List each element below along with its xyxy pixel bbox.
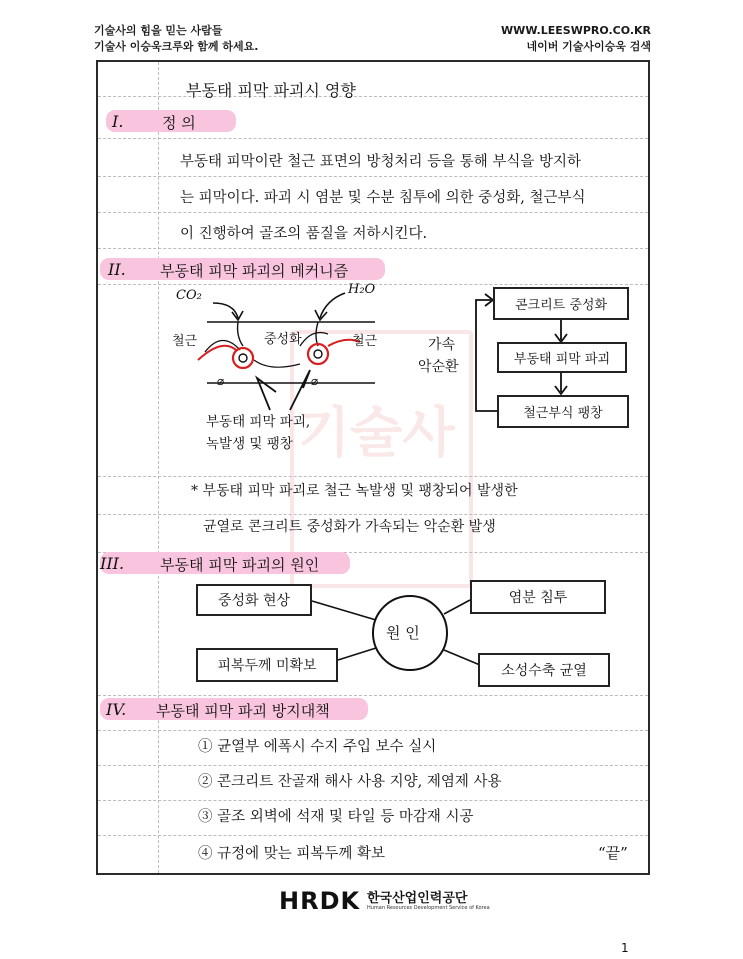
svg-text:⌀: ⌀ — [217, 374, 225, 388]
section-3-number: III. — [100, 554, 125, 573]
connector-bottom-right — [444, 650, 480, 665]
header-url[interactable]: WWW.LEESWPRO.CO.KR — [501, 24, 651, 37]
corrosion-arc-left — [198, 346, 236, 360]
flow-box-neutralization: 콘크리트 중성화 — [493, 287, 629, 320]
measure-2: ② 콘크리트 잔골재 해사 사용 지양, 제염제 사용 — [198, 774, 502, 790]
section-2-title: 부동태 피막 파괴의 메커니즘 — [160, 262, 349, 280]
hrdk-logo: HRDK — [279, 887, 361, 915]
vicious-circle-label: 악순환 — [418, 359, 459, 375]
definition-line-1: 부동태 피막이란 철근 표면의 방청처리 등을 통해 부식을 방지하 — [180, 154, 582, 170]
section-3-title: 부동태 피막 파괴의 원인 — [160, 556, 320, 574]
accel-label: 가속 — [428, 337, 456, 353]
rebar-right-label: 철근 — [352, 334, 378, 349]
note-line-2: 균열로 콘크리트 중성화가 가속되는 악순환 발생 — [203, 519, 496, 535]
note-line-1: * 부동태 피막 파괴로 철근 녹발생 및 팽창되어 발생한 — [191, 483, 518, 499]
crack-left — [238, 322, 243, 346]
footer-org-english: Human Resources Development Service of Korea — [367, 905, 490, 911]
rebar-left-circle — [233, 348, 253, 368]
caption-line-1: 부동태 피막 파괴, — [206, 414, 311, 430]
connector-bottom-left — [338, 648, 376, 660]
pointer-right — [290, 370, 310, 410]
connector-top-left — [312, 601, 376, 620]
flow-box-corrosion: 철근부식 팽창 — [497, 395, 629, 428]
neutralization-label: 중성화 — [264, 332, 302, 347]
section-4-number: IV. — [106, 700, 127, 719]
flow-box-passive-film: 부동태 피막 파괴 — [497, 342, 627, 373]
end-mark: “끝” — [598, 844, 628, 862]
definition-line-2: 는 피막이다. 파괴 시 염분 및 수분 침투에 의한 중성화, 철근부식 — [180, 190, 586, 206]
section-2-number: II. — [108, 260, 126, 279]
connector-top-right — [444, 600, 470, 614]
rebar-left-label: 철근 — [172, 334, 198, 349]
cause-neutralization: 중성화 현상 — [196, 584, 312, 616]
page-number: 1 — [621, 941, 629, 955]
section-1-title: 정 의 — [162, 114, 196, 132]
footer-org-name: 한국산업인력공단 — [367, 891, 468, 906]
section-1-number: I. — [112, 112, 124, 131]
measure-3: ③ 골조 외벽에 석재 및 타일 등 마감재 시공 — [198, 809, 474, 825]
caption-line-2: 녹발생 및 팽창 — [206, 436, 293, 452]
measure-4: ④ 규정에 맞는 피복두께 확보 — [198, 846, 386, 862]
measure-1: ① 균열부 에폭시 수지 주입 보수 실시 — [198, 739, 437, 755]
h2o-arrow — [320, 293, 345, 318]
rebar-right-circle — [308, 344, 328, 364]
h2o-label: H₂O — [348, 282, 376, 297]
cause-cover-thickness: 피복두께 미확보 — [196, 648, 338, 682]
doc-title: 부동태 피막 파괴시 영향 — [186, 81, 356, 100]
svg-text:⌀: ⌀ — [311, 374, 319, 388]
header-invite: 기술사 이승욱크루와 함께 하세요. — [94, 40, 259, 53]
cause-shrinkage-crack: 소성수축 균열 — [478, 653, 610, 687]
header-slogan: 기술사의 힘을 믿는 사람들 — [94, 24, 223, 37]
section-4-title: 부동태 피막 파괴 방지대책 — [156, 702, 330, 720]
definition-line-3: 이 진행하여 골조의 품질을 저하시킨다. — [180, 226, 428, 242]
crack-right — [316, 322, 318, 346]
cause-salt-penetration: 염분 침투 — [470, 580, 606, 614]
watermark-text: 기술사 — [298, 401, 455, 464]
header-search-hint: 네이버 기술사이승욱 검색 — [526, 40, 651, 53]
co2-label: CO₂ — [176, 288, 202, 303]
cause-center-label: 원 인 — [386, 624, 420, 642]
